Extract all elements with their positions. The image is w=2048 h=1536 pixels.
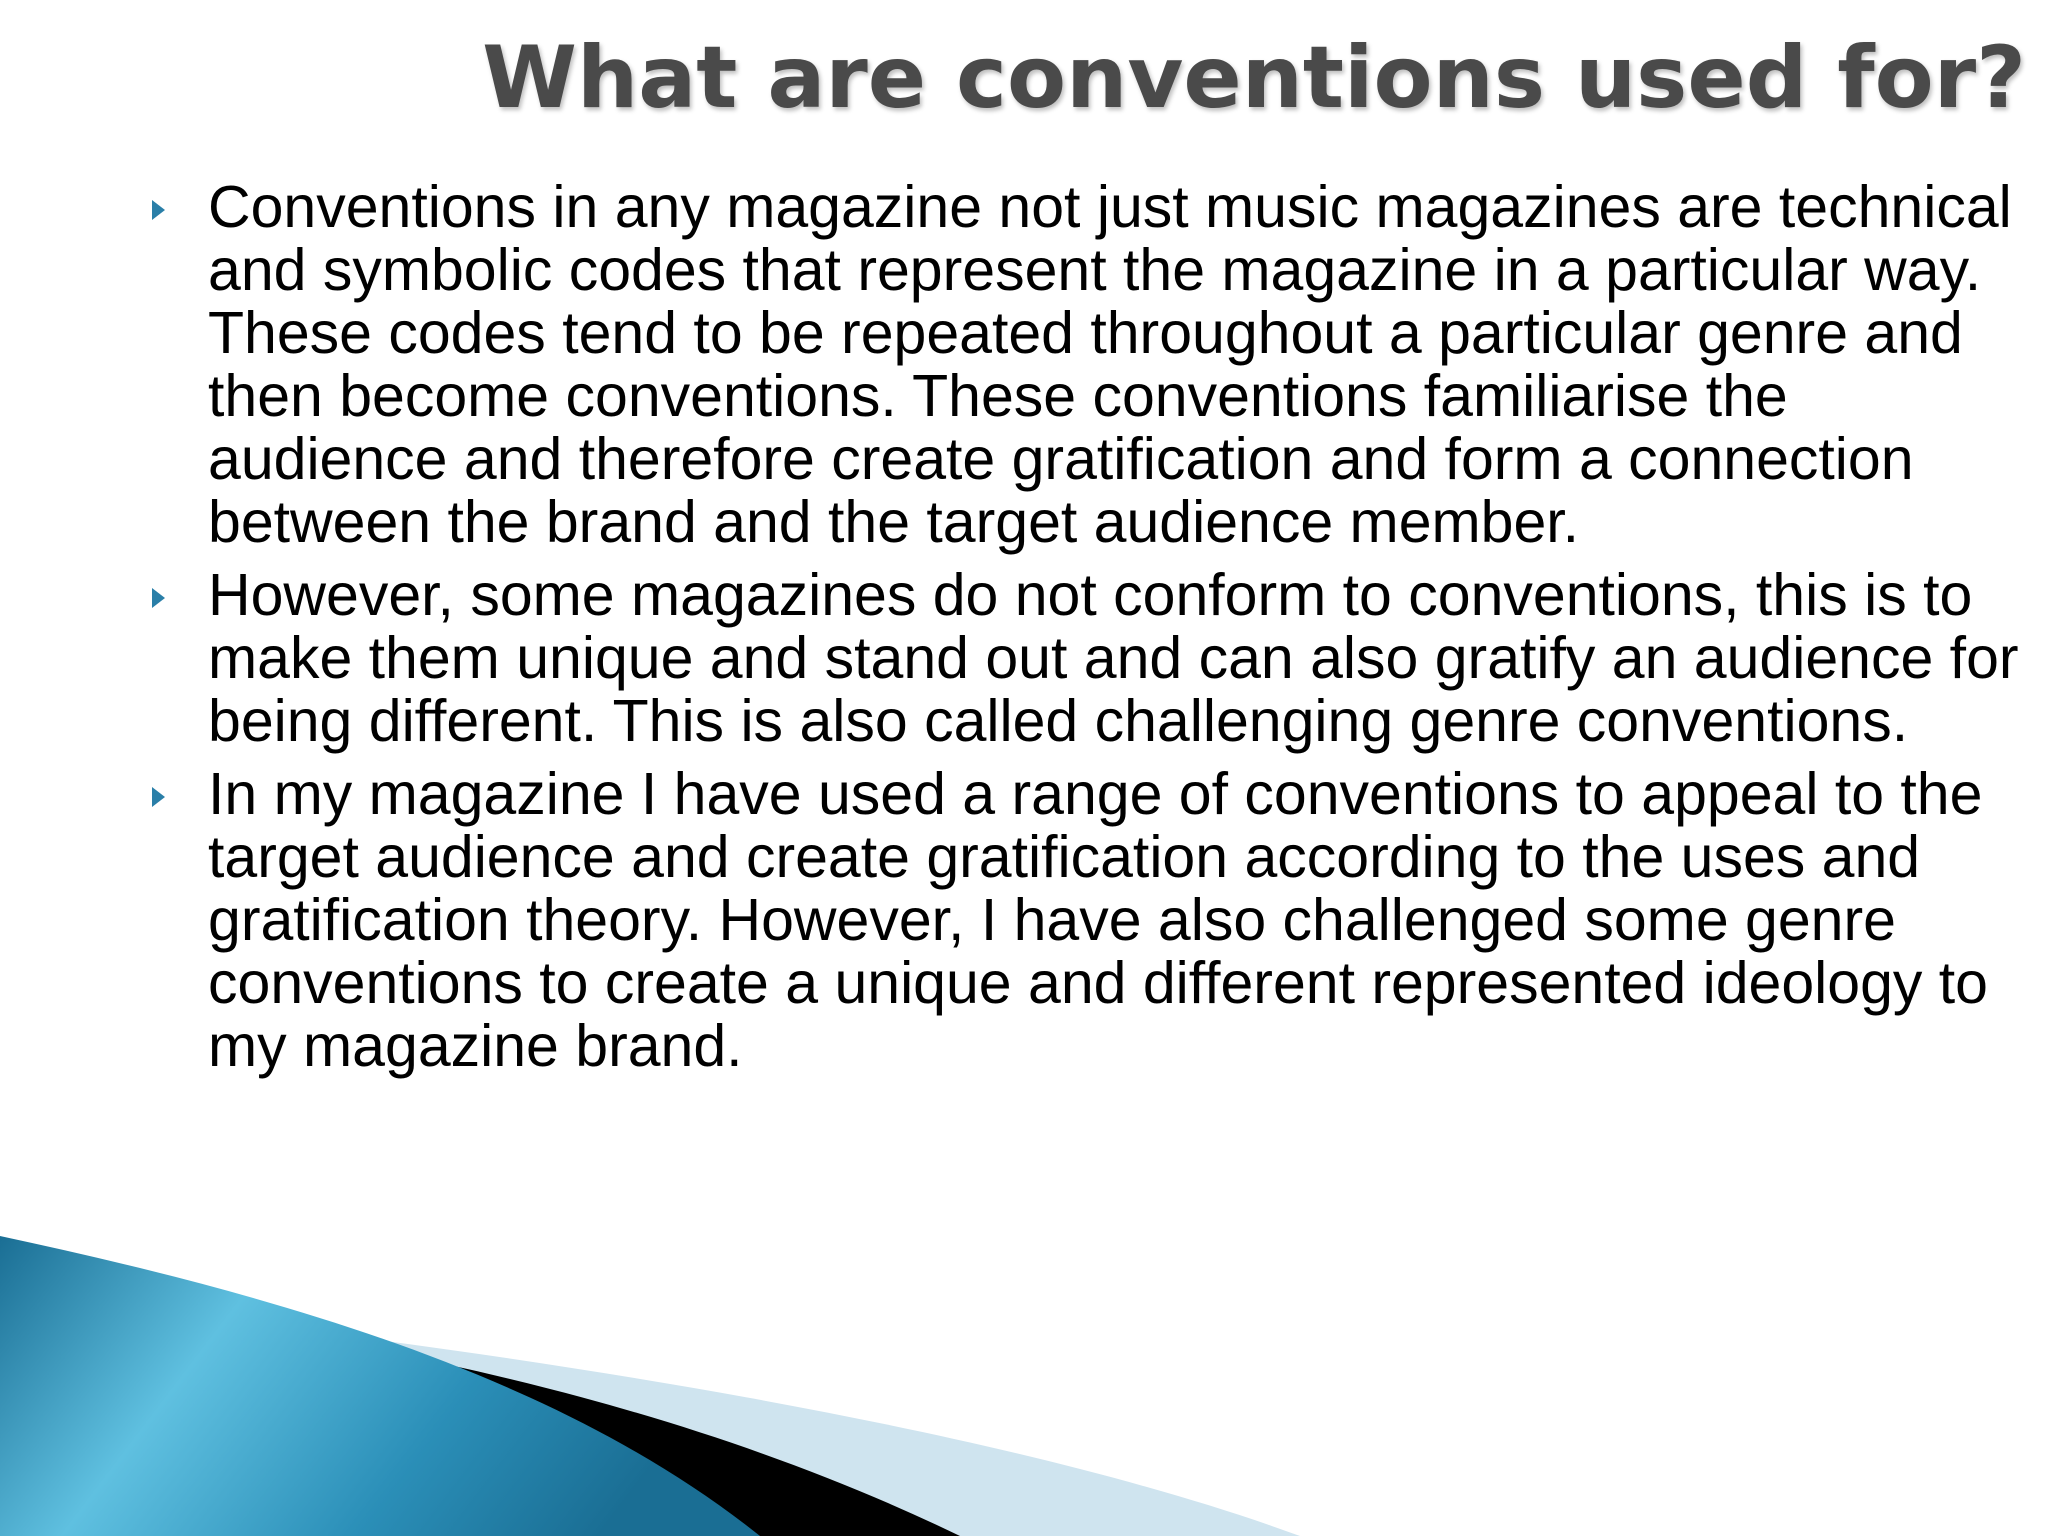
bullet-list: [140, 176, 2020, 1088]
bullet-item: [140, 564, 2020, 753]
bullet-item: [140, 176, 2020, 554]
slide-title: What are conventions used for?: [482, 28, 2026, 128]
triangle-right-icon: [152, 588, 165, 608]
triangle-right-icon: [152, 200, 165, 220]
bullet-text: In my magazine I have used a range of conventions to appeal to the target audience and create gratification according to the uses and gratification theory. However, I have also challenged some genre conventions to create a unique and different represented ideology to my magazine brand.: [208, 761, 1988, 1079]
corner-wave-decoration: [0, 1236, 2048, 1536]
bullet-item: [140, 763, 2020, 1078]
bullet-text: Conventions in any magazine not just music magazines are technical and symbolic codes that represent the magazine in a particular way. These codes tend to be repeated throughout a particular genre and then become conventions. These conventions familiarise the audience and therefore create gratification and form a connection between the brand and the target audience member.: [208, 174, 2012, 555]
bullet-text: However, some magazines do not conform to conventions, this is to make them unique and stand out and can also gratify an audience for being different. This is also called challenging genre conventions.: [208, 562, 2019, 754]
triangle-right-icon: [152, 787, 165, 807]
